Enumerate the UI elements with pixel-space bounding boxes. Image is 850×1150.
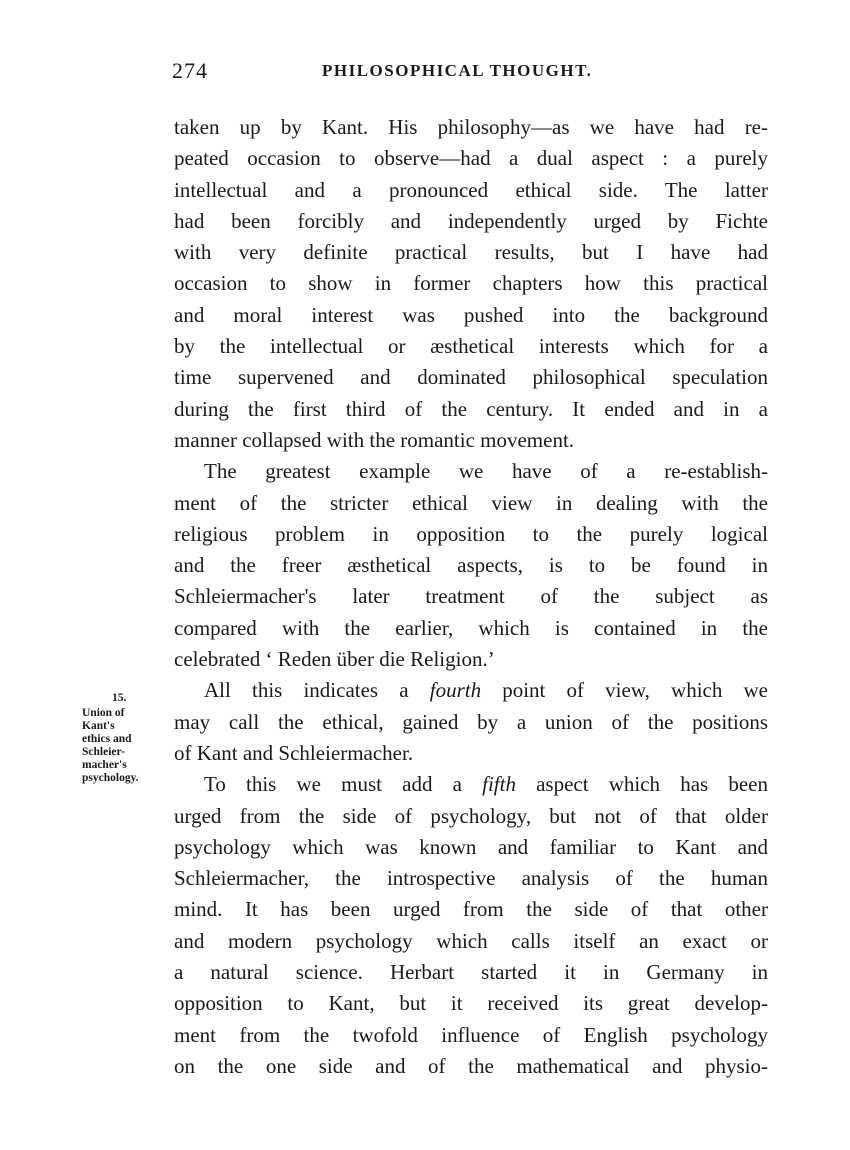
text-line: peated occasion to observe—had a dual aspect : a purely: [174, 146, 768, 171]
running-title: PHILOSOPHICAL THOUGHT.: [322, 61, 593, 80]
text-line: Schleiermacher's later treatment of the subject as: [174, 584, 768, 609]
text-line: by the intellectual or æsthetical interests which for a: [174, 334, 768, 359]
text-line: intellectual and a pronounced ethical side. The latter: [174, 177, 768, 202]
text-line: during the first third of the century. It ended and in a: [174, 396, 768, 421]
margin-note-line: Union of: [82, 707, 125, 719]
text-line: [174, 675, 768, 706]
margin-note-number: 15.: [112, 692, 127, 704]
margin-note-line: psychology.: [82, 772, 139, 784]
text-segment: To this we must add a: [204, 772, 483, 797]
text-line: taken up by Kant. His philosophy—as we have had re-: [174, 115, 768, 139]
text-segment: aspect which has been: [515, 772, 768, 797]
emphasis: fifth: [482, 772, 516, 797]
page-header: [172, 58, 768, 90]
text-line: on the one side and of the mathematical and physio-: [174, 1053, 768, 1078]
text-line: compared with the earlier, which is contained in the: [174, 615, 768, 640]
text-line: may call the ethical, gained by a union of the positions: [174, 709, 768, 734]
margin-note-line: Schleier-: [82, 746, 126, 758]
text-line: celebrated ‘ Reden über die Religion.’: [174, 647, 495, 672]
text-line: and modern psychology which calls itself an exact or: [174, 928, 768, 953]
page-number: 274: [172, 58, 208, 83]
text-line: had been forcibly and independently urged by Fichte: [174, 208, 768, 233]
margin-note: [82, 692, 172, 785]
paragraph: [174, 769, 768, 1082]
text-line: a natural science. Herbart started it in Germany in: [174, 960, 768, 985]
emphasis: fourth: [429, 678, 482, 703]
text-line: urged from the side of psychology, but not of that older: [174, 803, 768, 828]
margin-note-line: ethics and: [82, 733, 132, 745]
paragraph: [174, 456, 768, 675]
paragraph: [174, 675, 768, 769]
text-line: mind. It has been urged from the side of that other: [174, 897, 768, 922]
paragraph: [174, 112, 768, 456]
text-line: time supervened and dominated philosophical speculation: [174, 365, 768, 390]
text-segment: point of view, which we: [481, 678, 768, 703]
text-line: ment of the stricter ethical view in dealing with the: [174, 490, 768, 515]
body-text: [174, 112, 768, 1082]
text-line: and moral interest was pushed into the background: [174, 302, 768, 327]
text-line: of Kant and Schleiermacher.: [174, 740, 414, 765]
text-line: psychology which was known and familiar to Kant and: [174, 834, 768, 859]
text-line: Schleiermacher, the introspective analysis of the human: [174, 866, 768, 891]
margin-note-line: macher's: [82, 759, 127, 771]
text-line: with very definite practical results, but I have had: [174, 240, 768, 265]
margin-note-line: Kant's: [82, 720, 115, 732]
text-line: manner collapsed with the romantic movement.: [174, 427, 575, 452]
text-line: The greatest example we have of a re-establish-: [204, 459, 768, 484]
text-line: and the freer æsthetical aspects, is to be found in: [174, 553, 768, 578]
text-line: opposition to Kant, but it received its great develop-: [174, 991, 768, 1016]
text-line: religious problem in opposition to the purely logical: [174, 521, 768, 546]
text-line: occasion to show in former chapters how this practical: [174, 271, 768, 296]
text-line: ment from the twofold influence of English psychology: [174, 1022, 768, 1047]
text-line: [174, 769, 768, 800]
text-segment: All this indicates a: [204, 678, 430, 703]
